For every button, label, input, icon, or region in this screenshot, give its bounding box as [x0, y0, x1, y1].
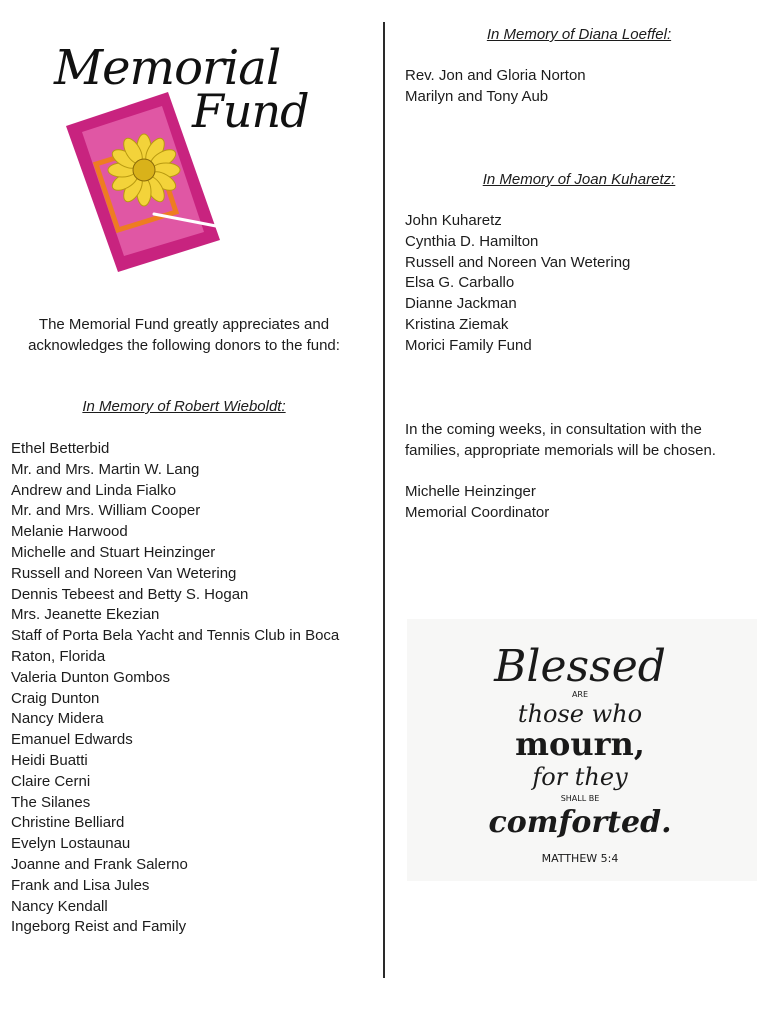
donor-name: Rev. Jon and Gloria Norton [405, 67, 586, 84]
donor-name: Mr. and Mrs. William Cooper [11, 502, 201, 520]
donor-name: Evelyn Lostaunau [11, 835, 131, 853]
donor-name: Cynthia D. Hamilton [405, 232, 539, 250]
scripture-reference: MATTHEW 5:4 [541, 852, 619, 865]
memorial-book-icon [66, 92, 220, 272]
scripture-line-comforted: comforted. [488, 805, 672, 840]
donor-name: John Kuharetz [405, 212, 502, 229]
donor-name: The Silanes [11, 793, 91, 811]
donor-name: Andrew and Linda Fialko [11, 481, 177, 499]
donor-list-diana-loeffel [405, 66, 586, 108]
memorials-note: In the coming weeks, in consultation with the families, appropriate memorials will be chosen. [405, 421, 716, 459]
donor-name: Elsa G. Carballo [405, 274, 515, 292]
donor-name: Mr. and Mrs. Martin W. Lang [11, 460, 200, 478]
donor-name: Staff of Porta Bela Yacht and Tennis Club in Boca [11, 627, 340, 645]
signature-name: Michelle Heinzinger [405, 483, 536, 500]
donor-name: Nancy Kendall [11, 897, 108, 915]
column-divider [383, 22, 385, 978]
heading-joan-kuharetz: In Memory of Joan Kuharetz: [482, 171, 676, 188]
donor-name: Russell and Noreen Van Wetering [11, 564, 237, 582]
donor-name: Nancy Midera [11, 710, 104, 728]
donor-name: Michelle and Stuart Heinzinger [11, 543, 216, 561]
donor-name: Joanne and Frank Salerno [11, 855, 188, 873]
donor-name: Dianne Jackman [405, 295, 517, 313]
donor-name: Craig Dunton [11, 689, 100, 707]
scripture-line-shall-be: SHALL BE [560, 794, 600, 803]
signature-title: Memorial Coordinator [405, 504, 550, 521]
donor-name: Russell and Noreen Van Wetering [405, 253, 631, 271]
logo-title-memorial: Memorial [54, 40, 281, 96]
donor-name: Kristina Ziemak [405, 315, 509, 333]
scripture-card [407, 619, 757, 881]
logo-title-fund: Fund [192, 84, 309, 138]
scripture-line-are: ARE [571, 690, 589, 699]
donor-name: Mrs. Jeanette Ekezian [11, 606, 160, 624]
donor-name: Claire Cerni [11, 772, 91, 790]
scripture-line-blessed: Blessed [494, 641, 666, 692]
donor-name: Dennis Tebeest and Betty S. Hogan [11, 585, 249, 603]
donor-name: Marilyn and Tony Aub [405, 87, 549, 105]
donor-name: Frank and Lisa Jules [11, 876, 150, 894]
signature-block [405, 481, 755, 523]
heading-robert-wieboldt: In Memory of Robert Wieboldt: [82, 398, 286, 415]
donor-name: Melanie Harwood [11, 523, 128, 541]
donor-name: Valeria Dunton Gombos [11, 668, 170, 686]
donor-name: Morici Family Fund [405, 336, 532, 354]
donor-list-robert-wieboldt [11, 439, 339, 938]
scripture-line-those-who: those who [517, 700, 643, 728]
donor-name: Christine Belliard [11, 814, 125, 832]
heading-diana-loeffel: In Memory of Diana Loeffel: [486, 26, 672, 43]
donor-name: Raton, Florida [11, 647, 106, 665]
scripture-line-mourn: mourn, [515, 725, 645, 763]
donor-name: Ethel Betterbid [11, 440, 110, 457]
intro-text: The Memorial Fund greatly appreciates and acknowledges the following donors to the fund: [28, 316, 340, 354]
scripture-line-for-they: for they [532, 763, 628, 791]
donor-name: Heidi Buatti [11, 751, 88, 769]
donor-name: Ingeborg Reist and Family [11, 918, 187, 936]
donor-list-joan-kuharetz [405, 211, 630, 357]
donor-name: Emanuel Edwards [11, 731, 133, 749]
